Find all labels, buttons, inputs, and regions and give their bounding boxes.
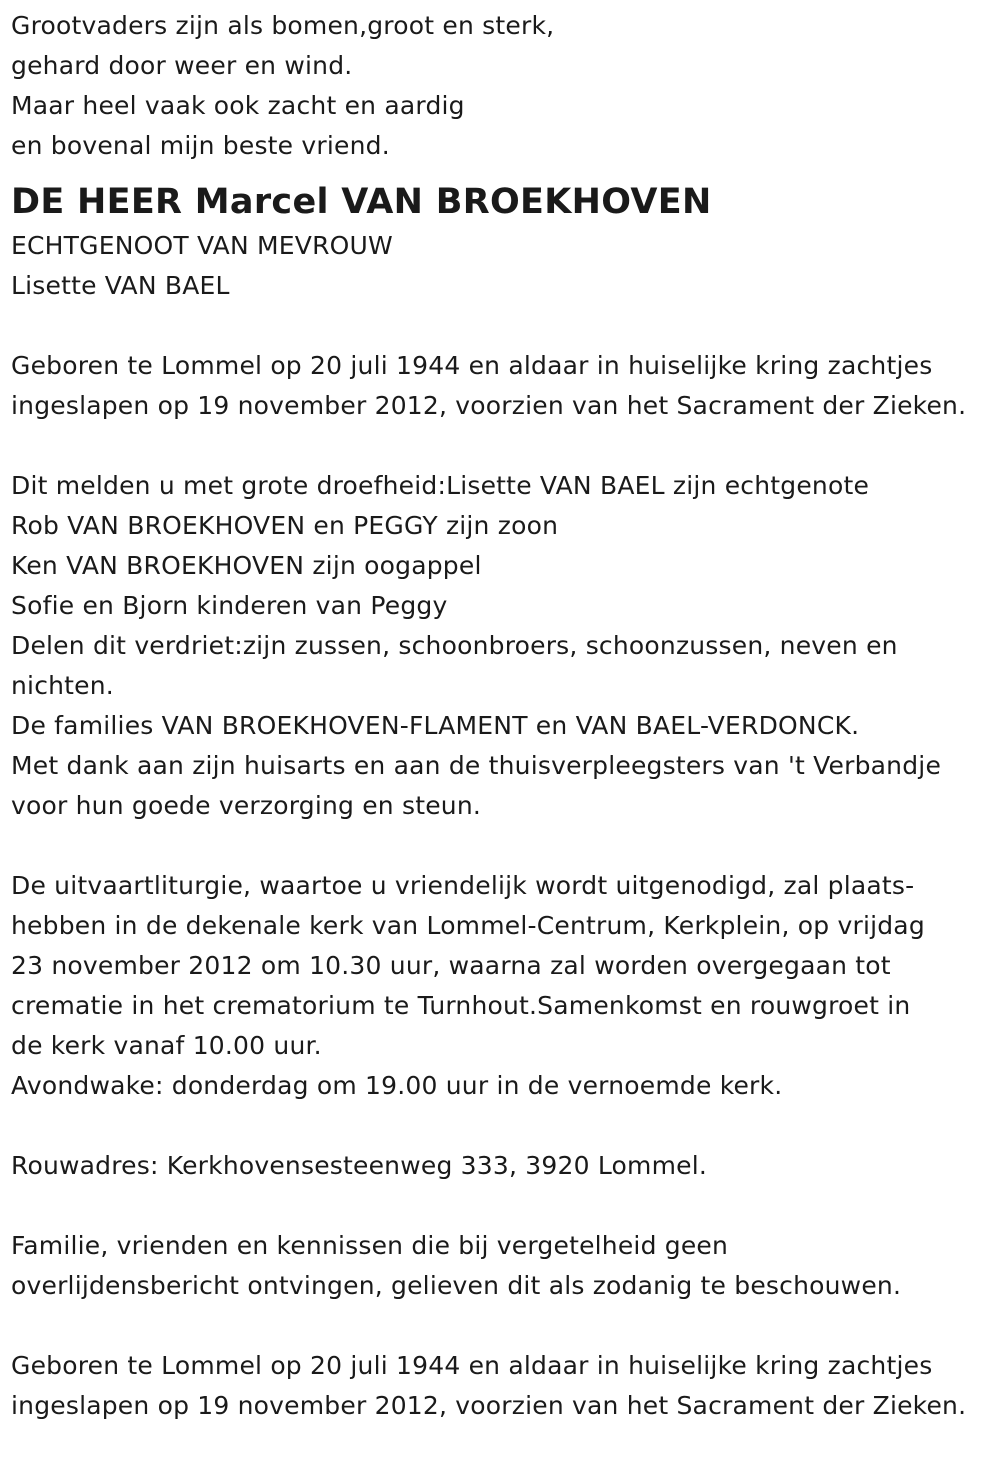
spacer (11, 426, 996, 466)
paragraph-line: Sofie en Bjorn kinderen van Peggy (11, 591, 448, 620)
paragraph-line: 23 november 2012 om 10.30 uur, waarna zal worden overgegaan tot (11, 951, 891, 980)
spacer (11, 826, 996, 866)
spacer (11, 1186, 996, 1226)
spacer (11, 306, 996, 346)
paragraph-line: ingeslapen op 19 november 2012, voorzien van het Sacrament der Zieken. (11, 1391, 967, 1420)
paragraph-line: Dit melden u met grote droefheid:Lisette VAN BAEL zijn echtgenote (11, 471, 870, 500)
paragraph-line: Ken VAN BROEKHOVEN zijn oogappel (11, 551, 482, 580)
paragraph-line: nichten. (11, 671, 114, 700)
spouse-name: Lisette VAN BAEL (11, 271, 230, 300)
birth-death-paragraph-repeat (11, 1346, 996, 1426)
paragraph-line: ingeslapen op 19 november 2012, voorzien van het Sacrament der Zieken. (11, 391, 967, 420)
paragraph-line: Geboren te Lommel op 20 juli 1944 en aldaar in huiselijke kring zachtjes (11, 351, 933, 380)
poem-line: Grootvaders zijn als bomen,groot en sterk, (11, 11, 555, 40)
paragraph-line: crematie in het crematorium te Turnhout.Samenkomst en rouwgroet in (11, 991, 911, 1020)
deceased-name: DE HEER Marcel VAN BROEKHOVEN (11, 182, 712, 222)
mourning-address: Rouwadres: Kerkhovensesteenweg 333, 3920 Lommel. (11, 1151, 708, 1180)
paragraph-line: de kerk vanaf 10.00 uur. (11, 1031, 322, 1060)
poem (11, 6, 996, 166)
notice-paragraph (11, 1226, 996, 1306)
spacer (11, 1106, 996, 1146)
paragraph-line: Rob VAN BROEKHOVEN en PEGGY zijn zoon (11, 511, 559, 540)
spouse-label: ECHTGENOOT VAN MEVROUW (11, 231, 393, 260)
paragraph-line: De uitvaartliturgie, waartoe u vriendelijk wordt uitgenodigd, zal plaats- (11, 871, 915, 900)
paragraph-line: overlijdensbericht ontvingen, gelieven dit als zodanig te beschouwen. (11, 1271, 902, 1300)
paragraph-line: hebben in de dekenale kerk van Lommel-Centrum, Kerkplein, op vrijdag (11, 911, 925, 940)
spacer (11, 1306, 996, 1346)
poem-line: en bovenal mijn beste vriend. (11, 131, 390, 160)
paragraph-line: Avondwake: donderdag om 19.00 uur in de vernoemde kerk. (11, 1071, 783, 1100)
birth-death-paragraph (11, 346, 996, 426)
obituary-notice (11, 6, 996, 1426)
paragraph-line: voor hun goede verzorging en steun. (11, 791, 482, 820)
poem-line: Maar heel vaak ook zacht en aardig (11, 91, 465, 120)
paragraph-line: Delen dit verdriet:zijn zussen, schoonbroers, schoonzussen, neven en (11, 631, 898, 660)
paragraph-line: Geboren te Lommel op 20 juli 1944 en aldaar in huiselijke kring zachtjes (11, 1351, 933, 1380)
paragraph-line: De families VAN BROEKHOVEN-FLAMENT en VAN BAEL-VERDONCK. (11, 711, 860, 740)
paragraph-line: Familie, vrienden en kennissen die bij vergetelheid geen (11, 1231, 729, 1260)
paragraph-line: Met dank aan zijn huisarts en aan de thuisverpleegsters van 't Verbandje (11, 751, 942, 780)
family-paragraph (11, 466, 996, 826)
poem-line: gehard door weer en wind. (11, 51, 353, 80)
funeral-paragraph (11, 866, 996, 1106)
